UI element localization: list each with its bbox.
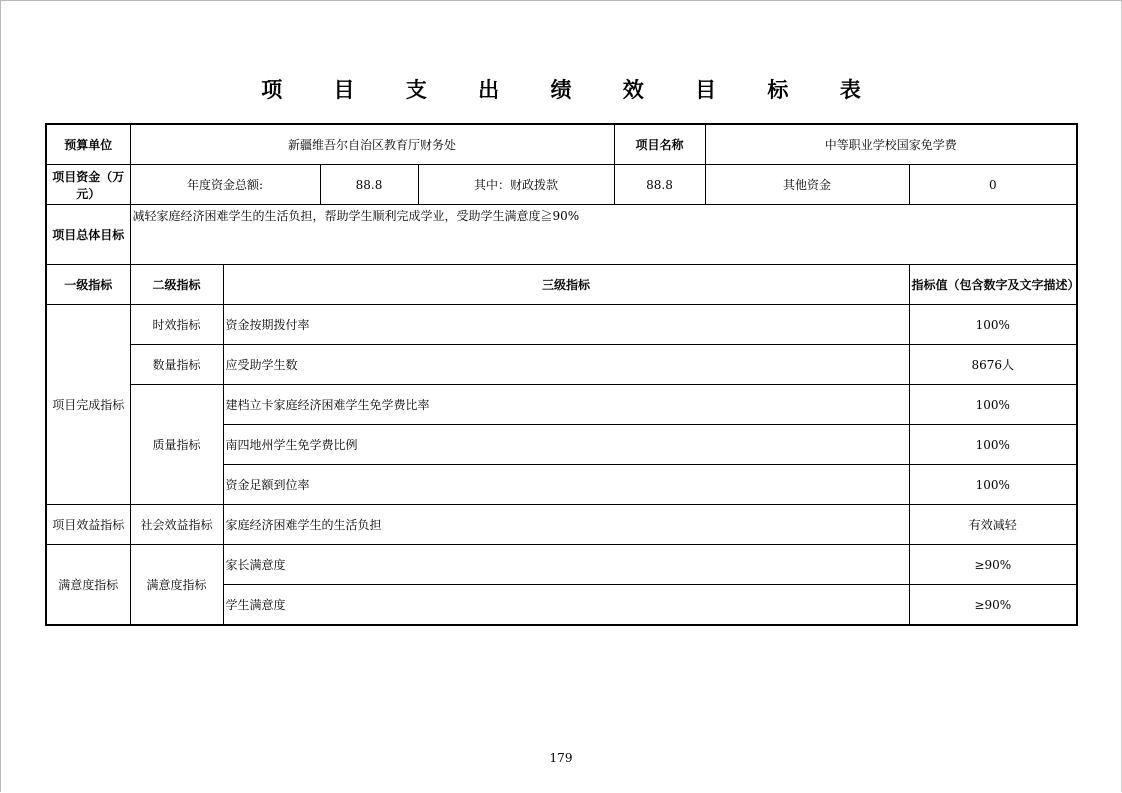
other-funds-value: 0 [909,165,1077,205]
indicator-value-cell: ≥90% [909,545,1077,585]
indicator-cell: 建档立卡家庭经济困难学生免学费比率 [223,385,909,425]
indicator-cell: 资金足额到位率 [223,465,909,505]
other-funds-label: 其他资金 [705,165,909,205]
performance-target-table [45,123,1078,626]
indicator-value-cell: 100% [909,465,1077,505]
annual-total-label: 年度资金总额: [130,165,320,205]
header-value: 指标值（包含数字及文字描述） [909,265,1077,305]
group-satisfaction: 满意度指标 [46,545,130,626]
budget-unit-value: 新疆维吾尔自治区教育厅财务处 [130,124,614,165]
header-level1: 一级指标 [46,265,130,305]
project-name-value: 中等职业学校国家免学费 [705,124,1077,165]
budget-unit-label: 预算单位 [46,124,130,165]
indicator-cell: 家长满意度 [223,545,909,585]
indicator-cell: 家庭经济困难学生的生活负担 [223,505,909,545]
subgroup-satisfaction: 满意度指标 [130,545,223,626]
group-completion: 项目完成指标 [46,305,130,505]
subgroup-quantity: 数量指标 [130,345,223,385]
subgroup-timeliness: 时效指标 [130,305,223,345]
indicator-value-cell: 100% [909,385,1077,425]
overall-goal-label: 项目总体目标 [46,205,130,265]
indicator-value-cell: ≥90% [909,585,1077,626]
overall-goal-text: 减轻家庭经济困难学生的生活负担，帮助学生顺利完成学业，受助学生满意度≧90% [130,205,1077,265]
fiscal-label: 其中：财政拨款 [418,165,614,205]
subgroup-social: 社会效益指标 [130,505,223,545]
group-benefit: 项目效益指标 [46,505,130,545]
header-level3: 三级指标 [223,265,909,305]
indicator-cell: 学生满意度 [223,585,909,626]
indicator-value-cell: 100% [909,305,1077,345]
indicator-value-cell: 有效减轻 [909,505,1077,545]
subgroup-quality: 质量指标 [130,385,223,505]
indicator-cell: 资金按期拨付率 [223,305,909,345]
page-title: 项 目 支 出 绩 效 目 标 表 [261,78,883,102]
header-level2: 二级指标 [130,265,223,305]
annual-total-value: 88.8 [320,165,418,205]
page-number: 179 [549,751,573,765]
indicator-value-cell: 100% [909,425,1077,465]
indicator-cell: 南四地州学生免学费比例 [223,425,909,465]
fiscal-value: 88.8 [614,165,705,205]
project-name-label: 项目名称 [614,124,705,165]
funds-label: 项目资金（万元） [46,165,130,205]
indicator-cell: 应受助学生数 [223,345,909,385]
indicator-value-cell: 8676人 [909,345,1077,385]
